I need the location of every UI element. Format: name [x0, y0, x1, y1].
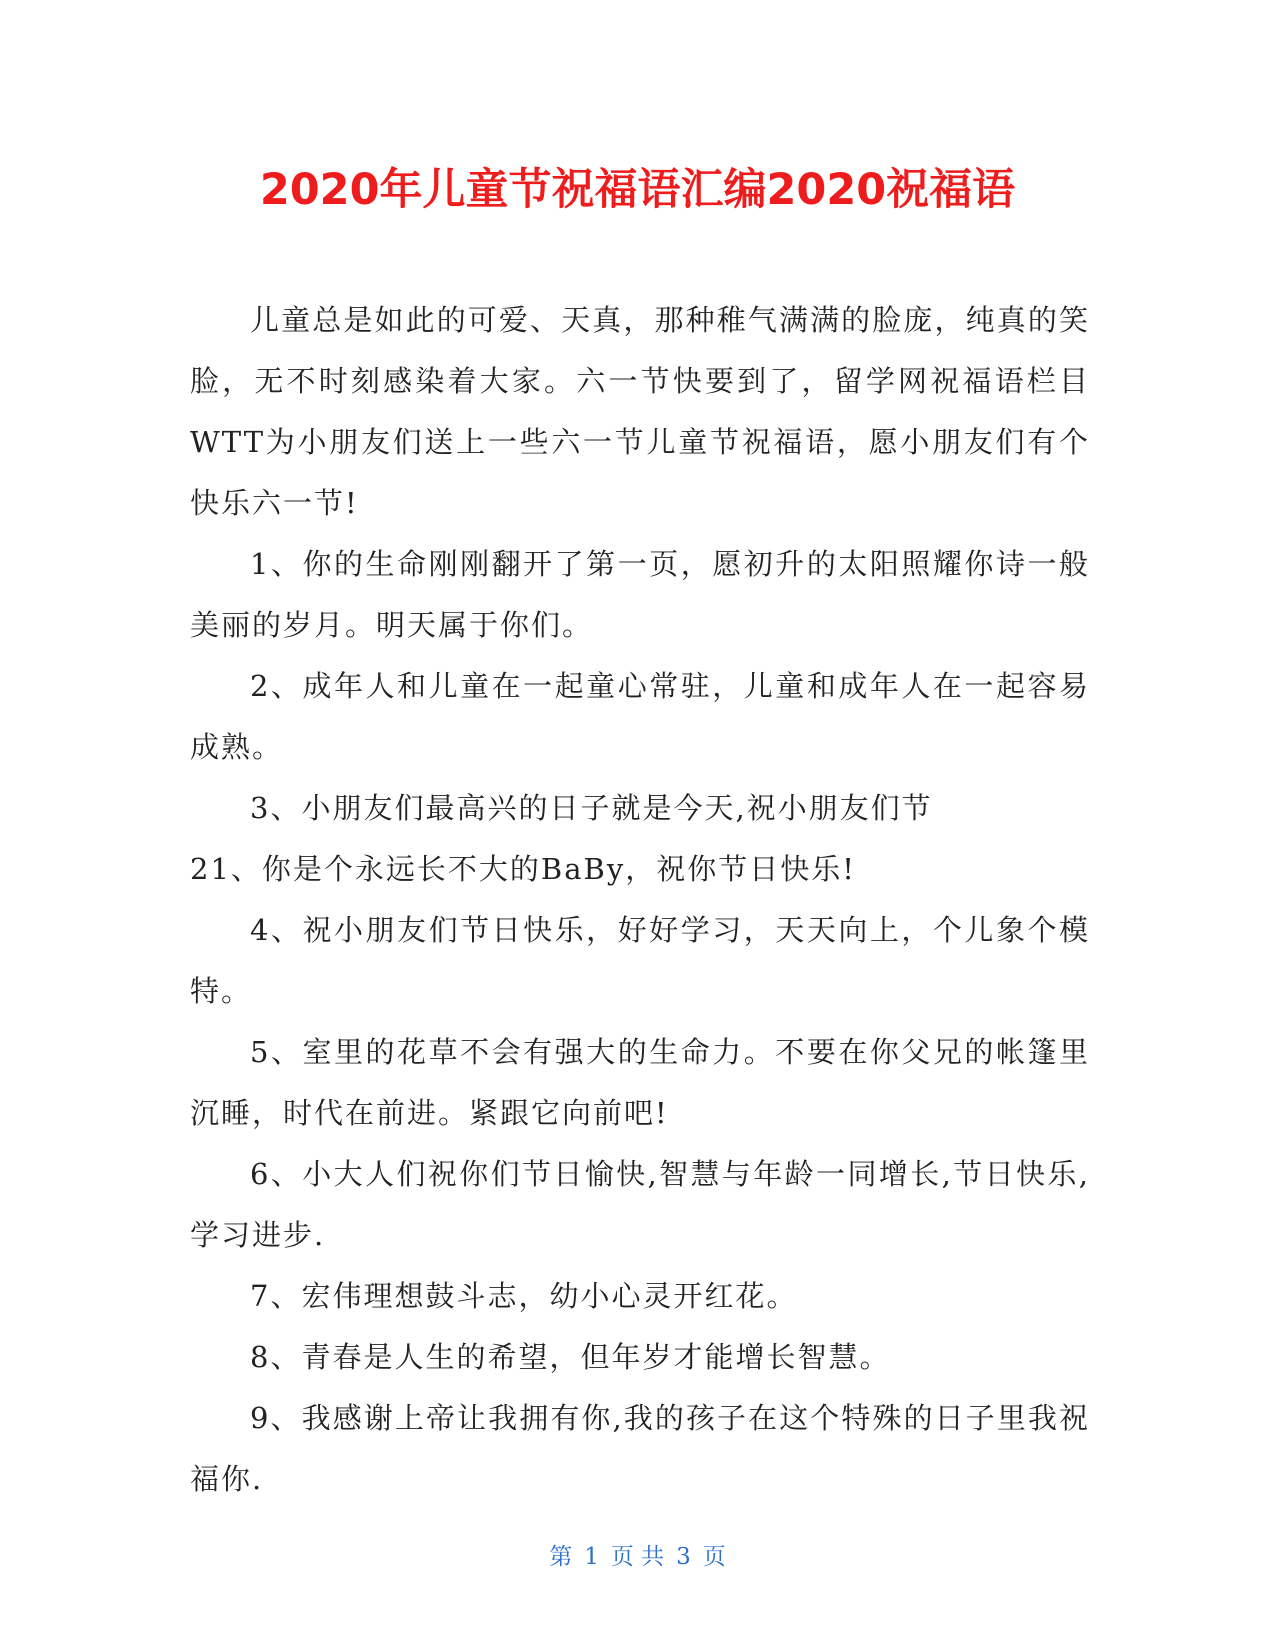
- wish-item-21: 21、你是个永远长不大的BaBy，祝你节日快乐!: [190, 852, 856, 886]
- intro-paragraph: 儿童总是如此的可爱、天真，那种稚气满满的脸庞，纯真的笑脸，无不时刻感染着大家。六一节快要到了，留学网祝福语栏目WTT为小朋友们送上一些六一节儿童节祝福语，愿小朋友们有个快乐六一节!: [190, 303, 1090, 520]
- page-footer: [0, 1542, 1275, 1572]
- wish-item-3: 3、小朋友们最高兴的日子就是今天,祝小朋友们节: [250, 791, 933, 825]
- wish-item-5: 5、室里的花草不会有强大的生命力。不要在你父兄的帐篷里沉睡，时代在前进。紧跟它向前吧!: [190, 1035, 1090, 1130]
- footer-prefix: 第: [549, 1544, 573, 1570]
- wish-item-9: 9、我感谢上帝让我拥有你,我的孩子在这个特殊的日子里我祝福你.: [190, 1401, 1090, 1496]
- wish-item-6: 6、小大人们祝你们节日愉快,智慧与年龄一同增长,节日快乐,学习进步.: [190, 1157, 1090, 1252]
- wish-item-2: 2、成年人和儿童在一起童心常驻，儿童和成年人在一起容易成熟。: [190, 669, 1090, 764]
- footer-suffix: 页: [702, 1544, 726, 1570]
- wish-item-7: 7、宏伟理想鼓斗志，幼小心灵开红花。: [250, 1279, 798, 1313]
- document-title: 2020年儿童节祝福语汇编2020祝福语: [259, 165, 1016, 215]
- wish-item-1: 1、你的生命刚刚翻开了第一页，愿初升的太阳照耀你诗一般美丽的岁月。明天属于你们。: [190, 547, 1090, 642]
- footer-current-page: 1: [584, 1544, 599, 1570]
- wish-item-4: 4、祝小朋友们节日快乐，好好学习，天天向上，个儿象个模特。: [190, 913, 1090, 1008]
- footer-mid: 页 共: [610, 1544, 665, 1570]
- footer-total-pages: 3: [676, 1544, 691, 1570]
- document-body: [190, 290, 1090, 1510]
- wish-item-8: 8、青春是人生的希望，但年岁才能增长智慧。: [250, 1340, 891, 1374]
